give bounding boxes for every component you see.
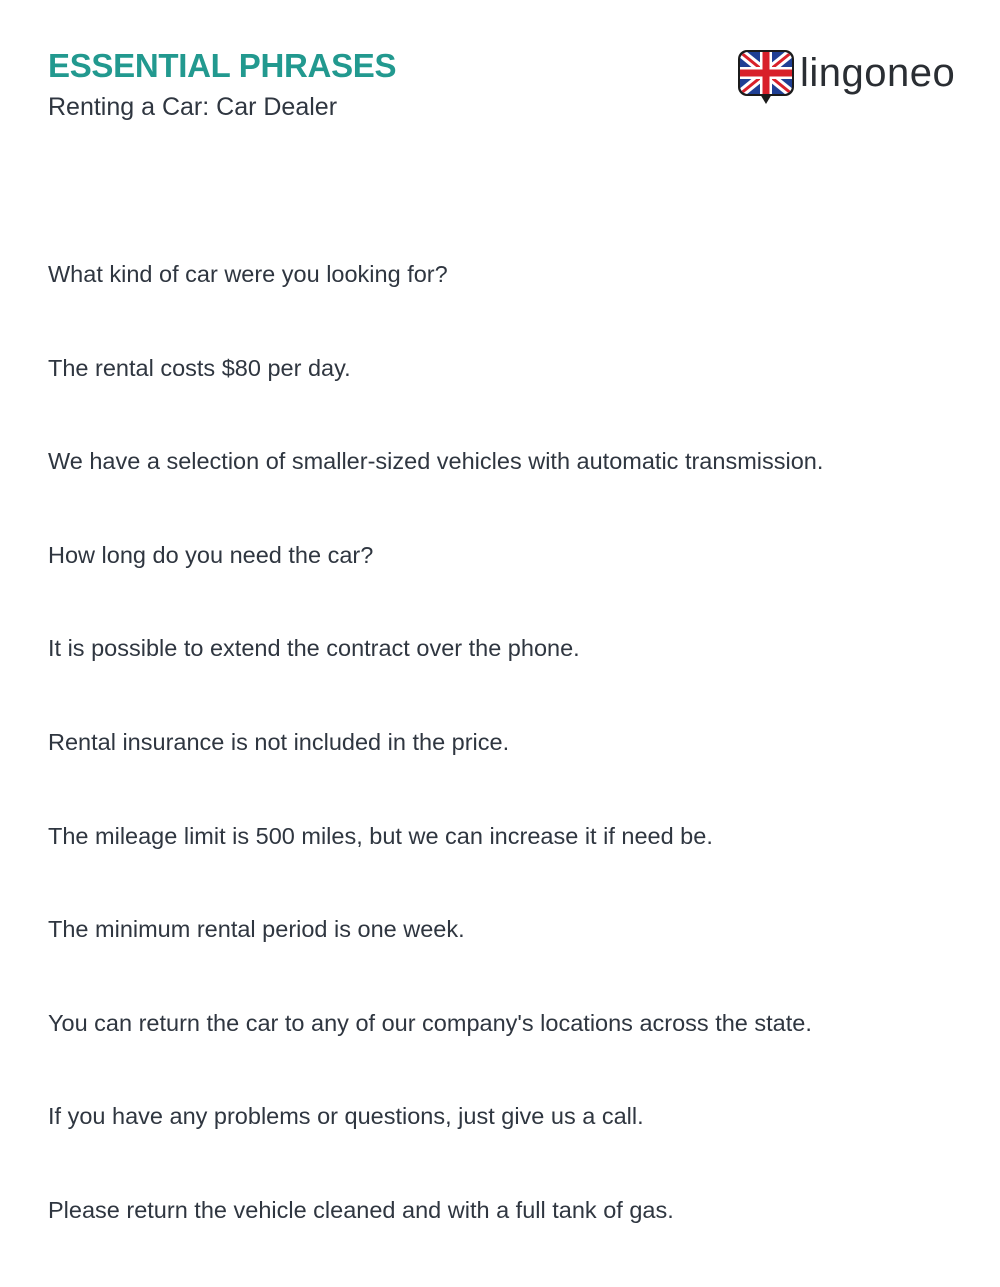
phrase-item: What kind of car were you looking for? bbox=[48, 261, 448, 287]
phrase-item: The minimum rental period is one week. bbox=[48, 916, 465, 943]
page-subtitle: Renting a Car: Car Dealer bbox=[48, 93, 338, 121]
phrase-item: If you have any problems or questions, just give us a call. bbox=[48, 1103, 644, 1130]
phrase-item: We have a selection of smaller-sized vehicles with automatic transmission. bbox=[48, 448, 824, 475]
phrase-item: The mileage limit is 500 miles, but we can increase it if need be. bbox=[48, 822, 713, 849]
uk-flag-speech-bubble-icon bbox=[738, 50, 794, 104]
logo-wordmark: lingoneo bbox=[800, 51, 956, 95]
phrase-item: Please return the vehicle cleaned and with a full tank of gas. bbox=[48, 1196, 674, 1223]
phrase-item: Rental insurance is not included in the price. bbox=[48, 728, 510, 755]
brand-logo bbox=[738, 50, 955, 104]
phrase-list bbox=[48, 257, 968, 1287]
phrase-item: How long do you need the car? bbox=[48, 541, 374, 568]
phrase-item: You can return the car to any of our company's locations across the state. bbox=[48, 1009, 812, 1036]
phrase-item: It is possible to extend the contract over the phone. bbox=[48, 635, 580, 662]
phrase-item: The rental costs $80 per day. bbox=[48, 354, 351, 381]
page-title: ESSENTIAL PHRASES bbox=[48, 47, 397, 84]
